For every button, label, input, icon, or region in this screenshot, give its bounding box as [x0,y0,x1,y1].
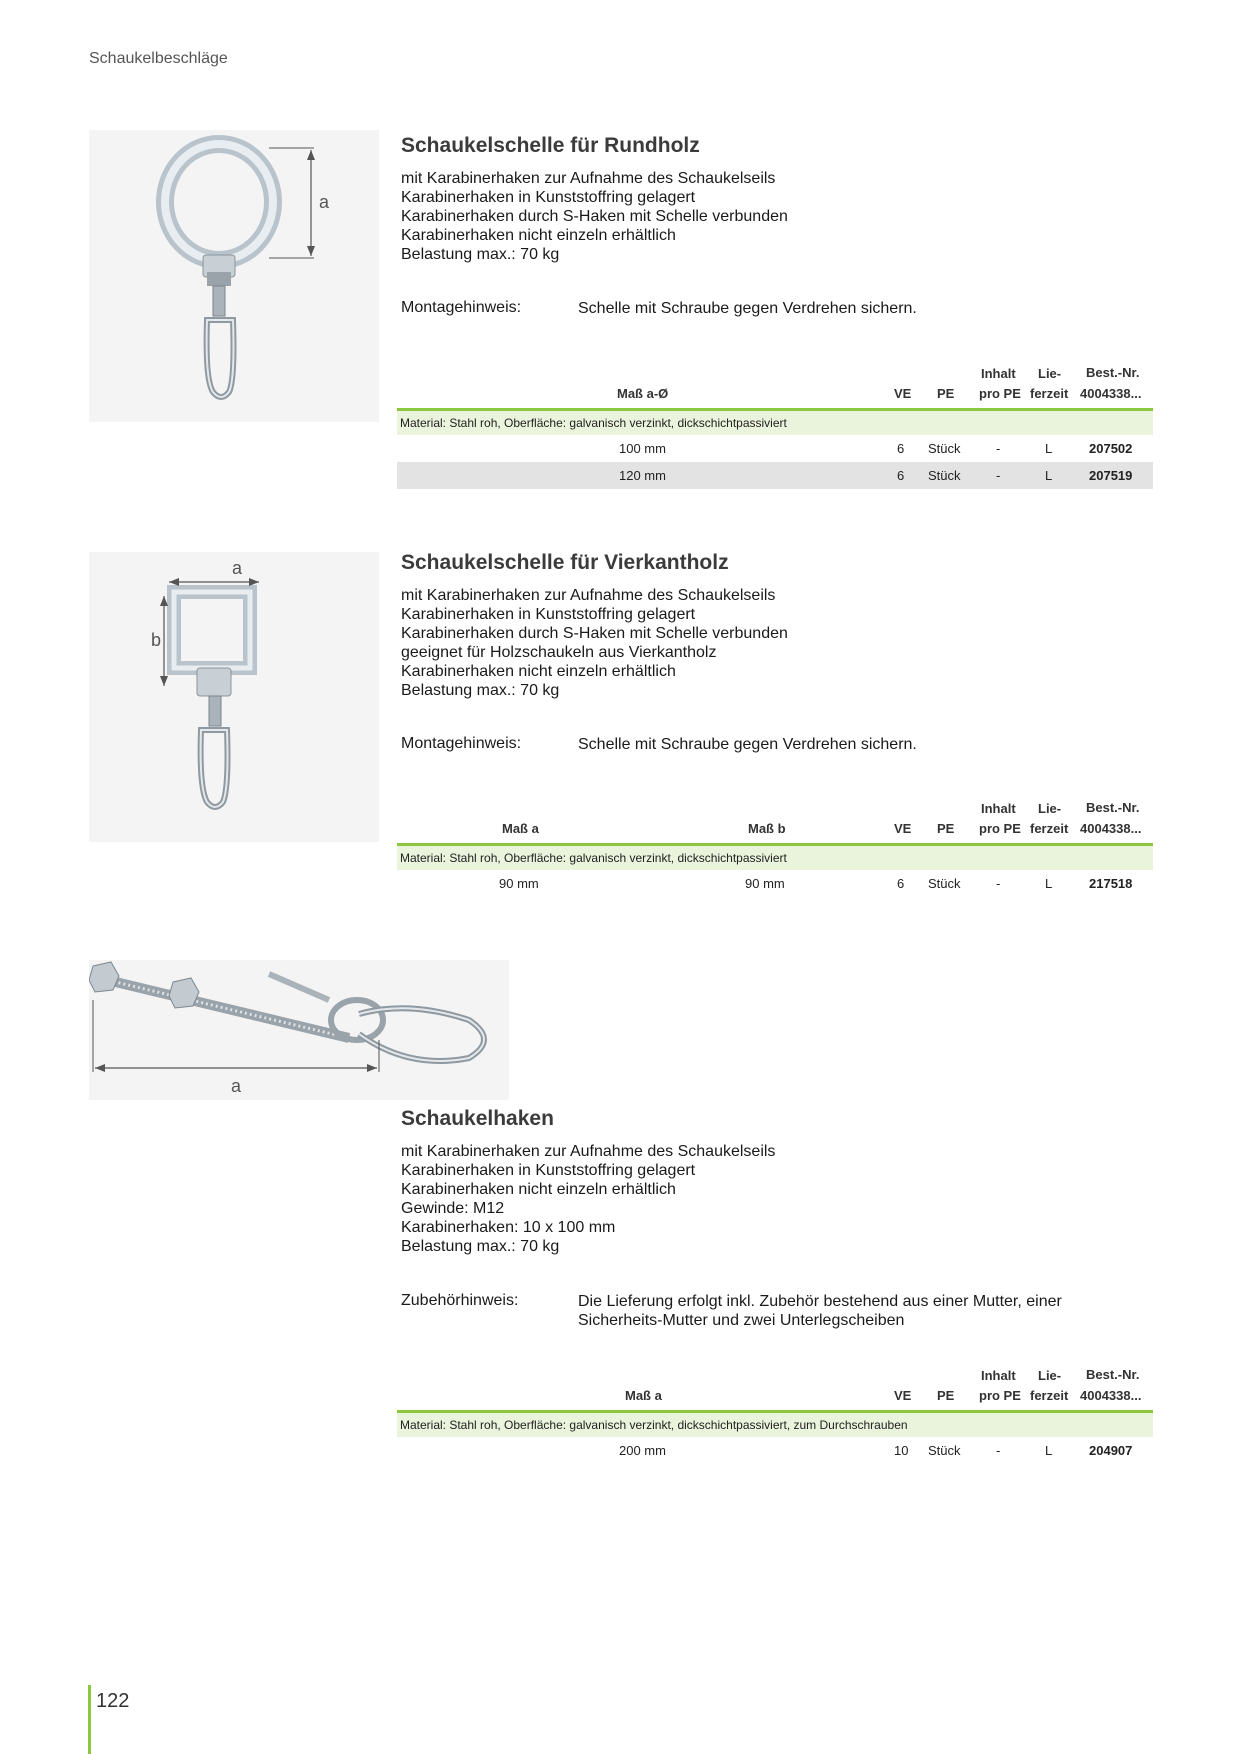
col-header-mass-b: Maß b [748,821,786,836]
cell-ve: 10 [894,1443,909,1458]
product-title: Schaukelschelle für Vierkantholz [401,551,729,574]
cell-mass-a: 200 mm [619,1443,666,1458]
cell-ve: 6 [897,441,905,456]
col-header-inhalt: Inhalt [981,1368,1016,1383]
product-description [401,169,788,264]
table-header [397,799,1153,846]
cell-pe: Stück [928,468,961,483]
col-header-inhalt: Inhalt [981,801,1016,816]
cell-pe: Stück [928,876,961,891]
product-title: Schaukelschelle für Rundholz [401,134,700,157]
col-header-lieferzeit: Lie- [1038,801,1062,816]
col-header-mass-a: Maß a [625,1388,662,1403]
table-row [397,435,1153,462]
description-line: Belastung max.: 70 kg [401,682,560,699]
page-number: 122 [96,1690,130,1712]
product-title: Schaukelhaken [401,1107,554,1130]
dimension-label-b: b [151,630,162,650]
col-header-lieferzeit-2: ferzeit [1030,821,1069,836]
description-line: Karabinerhaken durch S-Haken mit Schelle verbunden [401,208,788,225]
description-line: Karabinerhaken in Kunststoffring gelagert [401,606,696,623]
description-line: Karabinerhaken in Kunststoffring gelagert [401,1162,696,1179]
col-header-lieferzeit: Lie- [1038,366,1062,381]
product-table [397,1366,1153,1464]
col-header-inhalt-2: pro PE [979,821,1021,836]
cell-best-nr: 207519 [1089,468,1133,483]
cell-inhalt: - [996,468,1001,483]
product-image-swing-hook [89,960,509,1100]
dimension-label-a: a [319,192,330,212]
col-header-ve: VE [894,1388,912,1403]
cell-pe: Stück [928,441,961,456]
hint-text: Schelle mit Schraube gegen Verdrehen sichern. [578,300,917,317]
cell-mass-a: 120 mm [619,468,666,483]
description-line: Belastung max.: 70 kg [401,1238,560,1255]
description-line: mit Karabinerhaken zur Aufnahme des Schaukelseils [401,170,776,187]
table-header [397,364,1153,411]
footer-accent-bar [88,1685,91,1754]
cell-ve: 6 [897,468,905,483]
col-header-lieferzeit-2: ferzeit [1030,386,1069,401]
cell-inhalt: - [996,876,1001,891]
table-row [397,1437,1153,1464]
product-image-round-clamp [89,130,379,422]
col-header-mass-a: Maß a-Ø [617,386,669,401]
cell-mass-a: 90 mm [499,876,539,891]
description-line: Gewinde: M12 [401,1200,505,1217]
col-header-pe: PE [937,1388,955,1403]
col-header-inhalt-2: pro PE [979,386,1021,401]
material-row: Material: Stahl roh, Oberfläche: galvanisch verzinkt, dickschichtpassiviert [397,411,1153,435]
col-header-lieferzeit-2: ferzeit [1030,1388,1069,1403]
cell-inhalt: - [996,441,1001,456]
cell-inhalt: - [996,1443,1001,1458]
dimension-label-a: a [231,1076,242,1096]
table-row [397,870,1153,897]
hint-label: Zubehörhinweis: [401,1292,519,1309]
running-header: Schaukelbeschläge [89,50,228,67]
col-header-ve: VE [894,386,912,401]
hint-text: Die Lieferung erfolgt inkl. Zubehör bestehend aus einer Mutter, einer Sicherheits-Mutter und zwei Unterlegscheiben [578,1293,1062,1329]
material-row: Material: Stahl roh, Oberfläche: galvanisch verzinkt, dickschichtpassiviert [397,846,1153,870]
col-header-inhalt-2: pro PE [979,1388,1021,1403]
cell-best-nr: 204907 [1089,1443,1133,1458]
cell-lieferzeit: L [1045,1443,1053,1458]
description-line: Belastung max.: 70 kg [401,246,560,263]
cell-pe: Stück [928,1443,961,1458]
material-row: Material: Stahl roh, Oberfläche: galvanisch verzinkt, dickschichtpassiviert, zum Durchschrauben [397,1413,1153,1437]
col-header-lieferzeit: Lie- [1038,1368,1062,1383]
description-line: mit Karabinerhaken zur Aufnahme des Schaukelseils [401,1143,776,1160]
col-header-best-nr: Best.-Nr. [1086,1367,1140,1382]
hint-text: Schelle mit Schraube gegen Verdrehen sichern. [578,736,917,753]
description-line: Karabinerhaken durch S-Haken mit Schelle verbunden [401,625,788,642]
hint-label: Montagehinweis: [401,299,522,316]
hint-label: Montagehinweis: [401,735,522,752]
description-line: Karabinerhaken nicht einzeln erhältlich [401,663,676,680]
product-table [397,799,1153,897]
dimension-label-a: a [232,558,243,578]
col-header-pe: PE [937,821,955,836]
product-table [397,364,1153,489]
table-header [397,1366,1153,1413]
description-line: Karabinerhaken nicht einzeln erhältlich [401,1181,676,1198]
cell-lieferzeit: L [1045,468,1053,483]
cell-mass-b: 90 mm [745,876,785,891]
description-line: Karabinerhaken: 10 x 100 mm [401,1219,616,1236]
col-header-best-nr: Best.-Nr. [1086,800,1140,815]
col-header-best-nr-2: 4004338... [1080,821,1142,836]
cell-best-nr: 207502 [1089,441,1133,456]
cell-lieferzeit: L [1045,876,1053,891]
description-line: Karabinerhaken nicht einzeln erhältlich [401,227,676,244]
col-header-best-nr: Best.-Nr. [1086,365,1140,380]
product-description [401,586,788,700]
cell-best-nr: 217518 [1089,876,1133,891]
col-header-best-nr-2: 4004338... [1080,1388,1142,1403]
col-header-ve: VE [894,821,912,836]
description-line: geeignet für Holzschaukeln aus Vierkantholz [401,644,717,661]
description-line: Karabinerhaken in Kunststoffring gelagert [401,189,696,206]
product-image-square-clamp [89,552,379,842]
col-header-inhalt: Inhalt [981,366,1016,381]
product-description [401,1142,775,1256]
cell-ve: 6 [897,876,905,891]
col-header-best-nr-2: 4004338... [1080,386,1142,401]
table-row [397,462,1153,489]
col-header-mass-a: Maß a [502,821,539,836]
col-header-pe: PE [937,386,955,401]
cell-lieferzeit: L [1045,441,1053,456]
description-line: mit Karabinerhaken zur Aufnahme des Schaukelseils [401,587,776,604]
cell-mass-a: 100 mm [619,441,666,456]
